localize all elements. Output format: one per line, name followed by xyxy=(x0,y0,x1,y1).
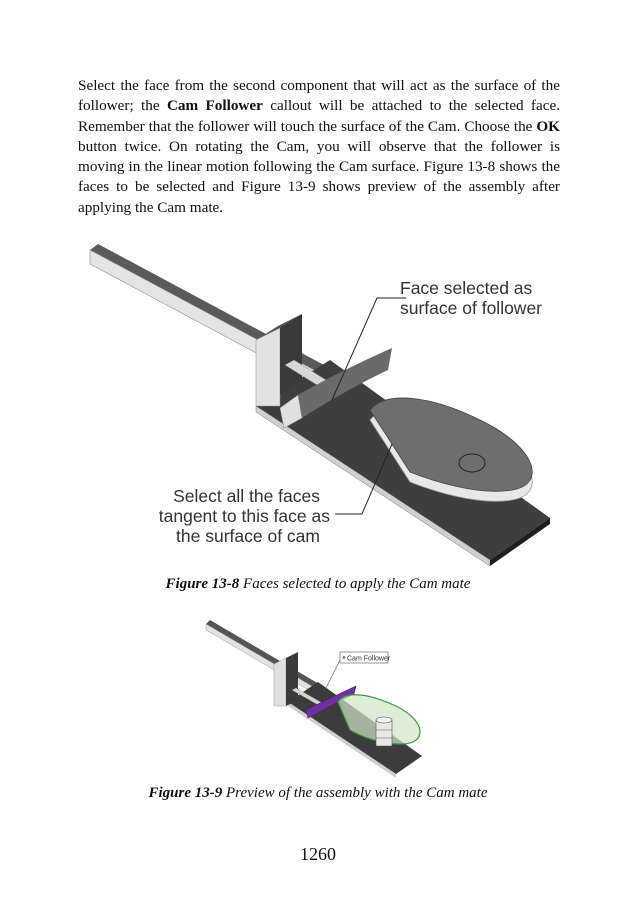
figure-13-8-label: Figure 13-8 xyxy=(165,576,240,592)
figure-13-9-caption xyxy=(0,785,636,802)
figure-13-9-label: Figure 13-9 xyxy=(148,785,223,801)
callout-select-faces-line2: tangent to this face as xyxy=(158,506,330,526)
paragraph-bold-cam-follower: Cam Follower xyxy=(166,97,263,115)
callout-face-selected-line2: surface of follower xyxy=(400,298,543,318)
callout-face-selected-line1: Face selected as xyxy=(400,278,533,298)
page-number: 1260 xyxy=(300,844,336,864)
cam-follower-callout: Cam Follower xyxy=(347,655,391,663)
figure-13-9-caption-text: Preview of the assembly with the Cam mate xyxy=(222,785,488,801)
figure-13-8-caption xyxy=(0,576,636,593)
figure-13-9-illustration xyxy=(200,612,440,780)
figure-13-8-caption-text: Faces selected to apply the Cam mate xyxy=(239,576,471,592)
paragraph-text-3: button twice. On rotating the Cam, you will observe that the follower is moving in the linear motion following the Cam surface. Figure 13-8 shows the faces to be selected and Figure 13-9 shows preview of the assembly after applying the Cam mate. xyxy=(78,137,560,216)
body-paragraph xyxy=(78,76,560,218)
paragraph-text-1: Select the face from the second component that will act as the surface of the follower; the xyxy=(78,77,560,115)
paragraph-bold-ok: OK xyxy=(536,117,560,135)
callout-select-faces-line1: Select all the faces xyxy=(173,486,320,506)
figure-13-8-illustration xyxy=(80,230,560,570)
paragraph-text-2: callout will be attached to the selected face. Remember that the follower will touch the surface of the Cam. Choose the xyxy=(78,97,560,135)
callout-select-faces-line3: the surface of cam xyxy=(176,526,320,546)
